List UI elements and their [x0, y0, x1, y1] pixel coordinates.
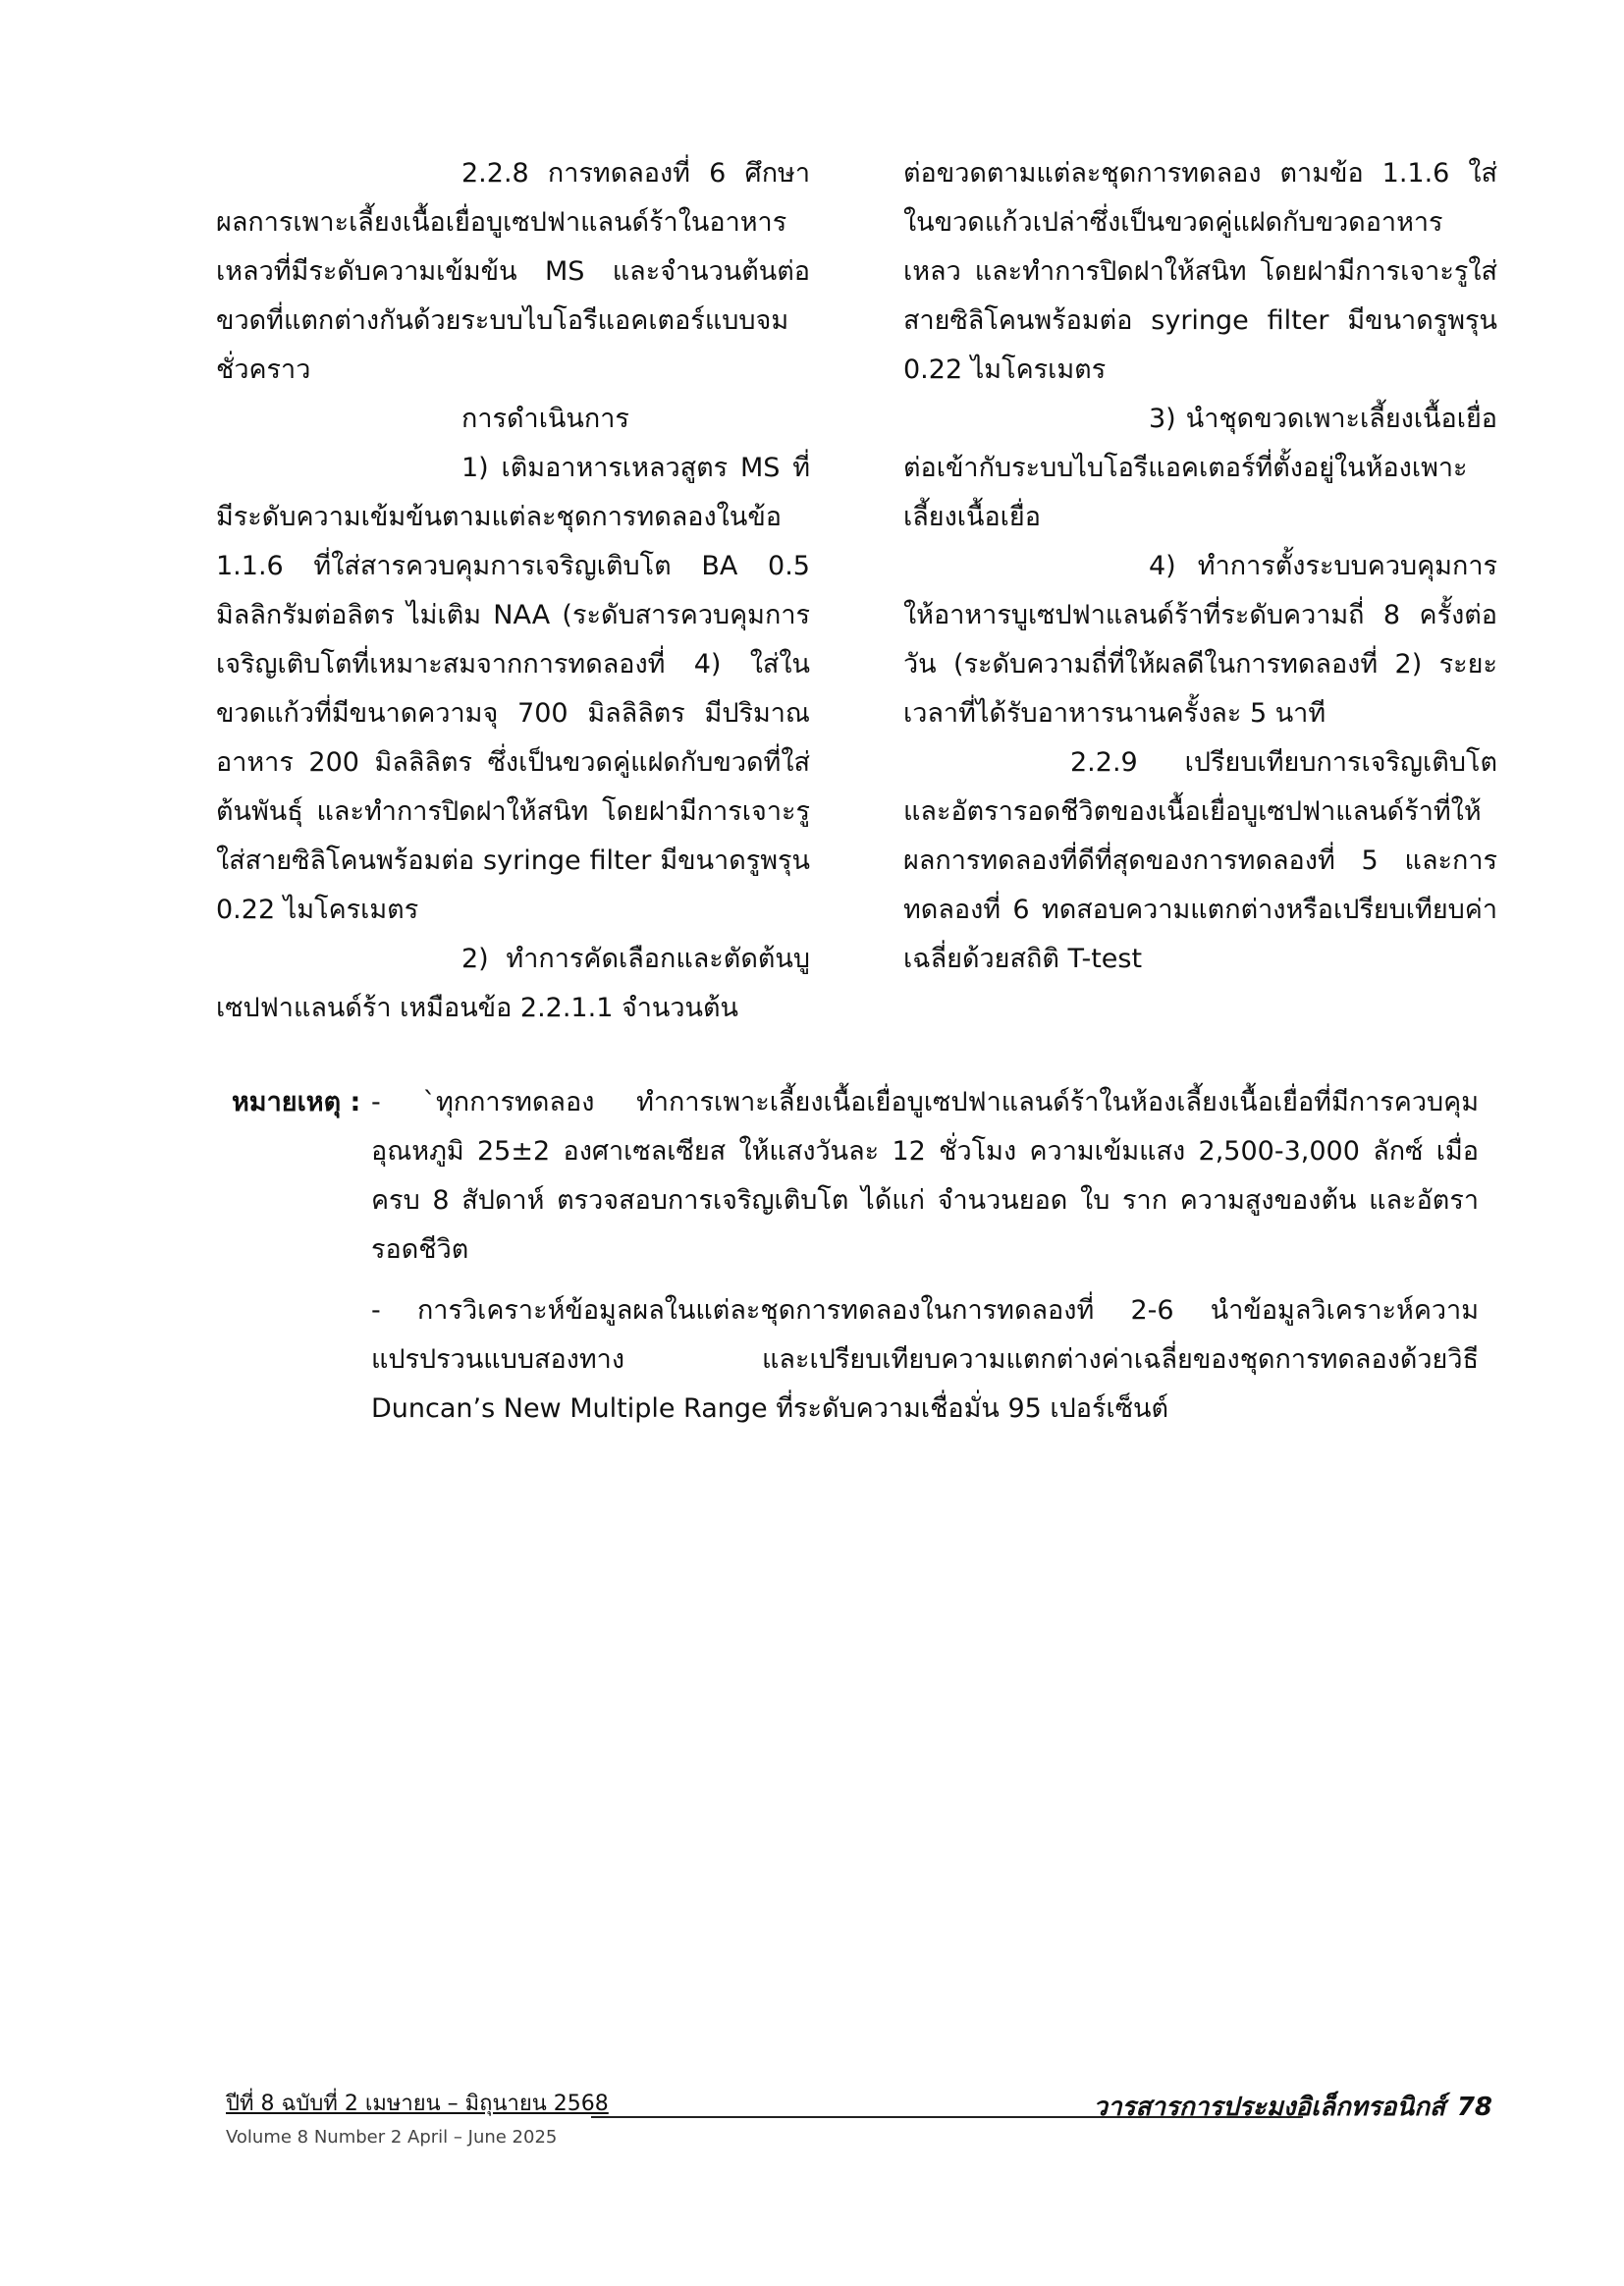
page-footer — [226, 2090, 1492, 2158]
page-number: 78 — [1456, 2093, 1492, 2122]
section-2-2-9-paragraph: 2.2.9 เปรียบเทียบการเจริญเติบโตและอัตรารอดชีวิตของเนื้อเยื่อบูเซปฟาแลนด์ร้าที่ให้ผลการทดลองที่ดีที่สุดของการทดลองที่ 5 และการทดลองที่ 6 ทดสอบความแตกต่างหรือเปรียบเทียบค่าเฉลี่ยด้วยสถิติ T-test — [903, 747, 1497, 974]
note-1-text: - `ทุกการทดลอง ทำการเพาะเลี้ยงเนื้อเยื่อบูเซปฟาแลนด์ร้าในห้องเลี้ยงเนื้อเยื่อที่มีการควบคุมอุณหภูมิ 25±2 องศาเซลเซียส ให้แสงวันละ 12 ชั่วโมง ความเข้มแสง 2,500-3,000 ลักซ์ เมื่อครบ 8 สัปดาห์ ตรวจสอบการเจริญเติบโต ได้แก่ จำนวนยอด ใบ ราก ความสูงของต้น และอัตรารอดชีวิต — [371, 1087, 1479, 1265]
note-row-1 — [232, 1078, 1479, 1275]
footer-journal-block — [1093, 2090, 1492, 2125]
footer-issue-english: Volume 8 Number 2 April – June 2025 — [226, 2127, 558, 2148]
footer-issue-thai: ปีที่ 8 ฉบับที่ 2 เมษายน – มิถุนายน 2568 — [226, 2092, 609, 2116]
step-4-paragraph: 4) ทำการตั้งระบบควบคุมการให้อาหารบูเซปฟาแลนด์ร้าที่ระดับความถี่ 8 ครั้งต่อวัน (ระดับความถี่ที่ให้ผลดีในการทดลองที่ 2) ระยะเวลาที่ได้รับอาหารนานครั้งละ 5 นาที — [903, 551, 1497, 729]
footer-journal-name: วารสารการประมงอิเล็กทรอนิกส์ — [1093, 2093, 1445, 2122]
step-2-paragraph: 2) ทำการคัดเลือกและตัดต้นบูเซปฟาแลนด์ร้า เหมือนข้อ 2.2.1.1 จำนวนต้น — [216, 944, 810, 1023]
note-row-2 — [232, 1286, 1479, 1434]
step-2-continuation-paragraph: ต่อขวดตามแต่ละชุดการทดลอง ตามข้อ 1.1.6 ใส่ในขวดแก้วเปล่าซึ่งเป็นขวดคู่แฝดกับขวดอาหารเหลว และทำการปิดฝาให้สนิท โดยฝามีการเจาะรูใส่สายซิลิโคนพร้อมต่อ syringe filter มีขนาดรูพรุน 0.22 ไมโครเมตร — [903, 158, 1497, 385]
section-2-2-8-paragraph: 2.2.8 การทดลองที่ 6 ศึกษาผลการเพาะเลี้ยงเนื้อเยื่อบูเซปฟาแลนด์ร้าในอาหารเหลวที่มีระดับความเข้มข้น MS และจำนวนต้นต่อขวดที่แตกต่างกันด้วยระบบไบโอรีแอคเตอร์แบบจมชั่วคราว — [216, 158, 810, 385]
step-3-paragraph: 3) นำชุดขวดเพาะเลี้ยงเนื้อเยื่อต่อเข้ากับระบบไบโอรีแอคเตอร์ที่ตั้งอยู่ในห้องเพาะเลี้ยงเนื้อเยื่อ — [903, 404, 1497, 532]
procedure-heading: การดำเนินการ — [461, 404, 629, 434]
step-1-paragraph: 1) เติมอาหารเหลวสูตร MS ที่มีระดับความเข้มข้นตามแต่ละชุดการทดลองในข้อ 1.1.6 ที่ใส่สารควบคุมการเจริญเติบโต BA 0.5 มิลลิกรัมต่อลิตร ไม่เติม NAA (ระดับสารควบคุมการเจริญเติบโตที่เหมาะสมจากการทดลองที่ 4) ใส่ในขวดแก้วที่มีขนาดความจุ 700 มิลลิลิตร มีปริมาณอาหาร 200 มิลลิลิตร ซึ่งเป็นขวดคู่แฝดกับขวดที่ใส่ต้นพันธุ์ และทำการปิดฝาให้สนิท โดยฝามีการเจาะรูใส่สายซิลิโคนพร้อมต่อ syringe filter มีขนาดรูพรุน 0.22 ไมโครเมตร — [216, 453, 810, 925]
notes-block — [232, 1078, 1479, 1434]
right-column — [903, 149, 1497, 984]
left-column — [216, 149, 810, 1033]
note-2-text: - การวิเคราะห์ข้อมูลผลในแต่ละชุดการทดลองในการทดลองที่ 2-6 นำข้อมูลวิเคราะห์ความแปรปรวนแบบสองทาง และเปรียบเทียบความแตกต่างค่าเฉลี่ยของชุดการทดลองด้วยวิธี Duncan’s New Multiple Range ที่ระดับความเชื่อมั่น 95 เปอร์เซ็นต์ — [371, 1295, 1479, 1424]
notes-label: หมายเหตุ : — [232, 1087, 361, 1117]
